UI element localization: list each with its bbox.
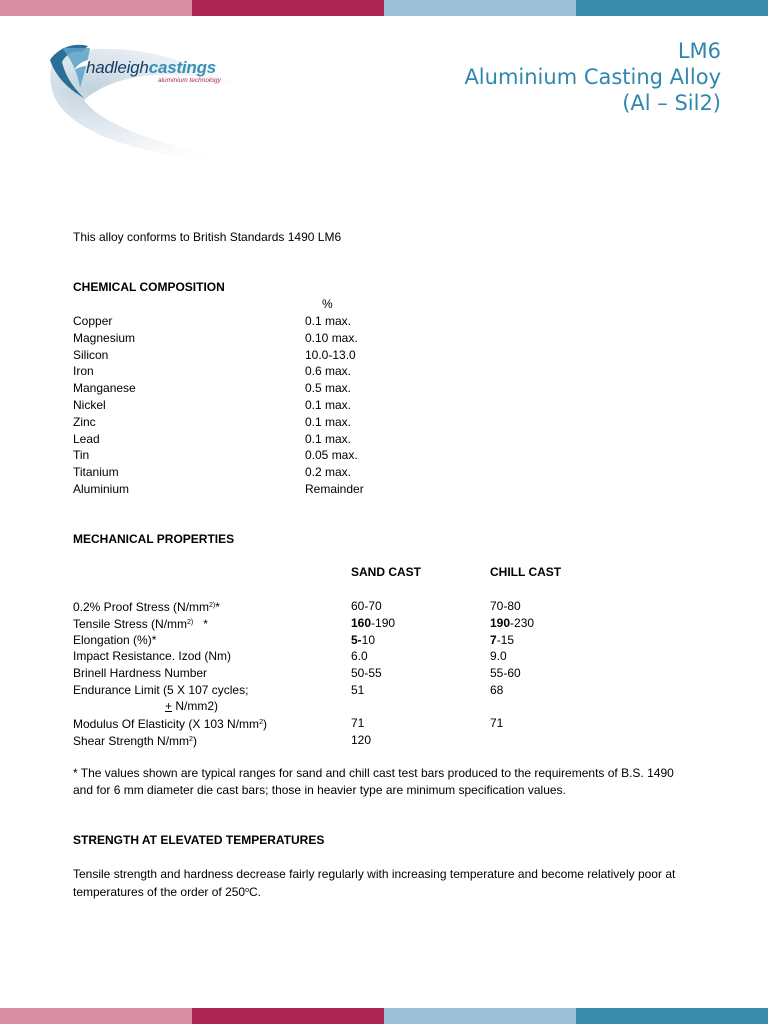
title-line-name: Aluminium Casting Alloy xyxy=(464,65,721,89)
chill-cast-value: 70-80 xyxy=(490,599,521,613)
degree-superscript: o xyxy=(245,886,250,894)
elevated-temperatures-text xyxy=(73,866,693,901)
label-asterisk: * xyxy=(193,617,208,631)
element-percentage: 10.0-13.0 xyxy=(305,347,356,362)
label-close: ) xyxy=(192,734,197,748)
sand-cast-value: 6.0 xyxy=(351,649,368,663)
title-line-grade: LM6 xyxy=(677,39,721,63)
sand-cast-value xyxy=(351,632,375,649)
sand-cast-value: 50-55 xyxy=(351,666,382,680)
intro-statement: This alloy conforms to British Standards 1490 LM6 xyxy=(73,230,342,244)
stripe-segment-blue xyxy=(576,1008,768,1024)
element-percentage: 0.1 max. xyxy=(305,314,352,328)
property-label-impact-resistance: Impact Resistance. Izod (Nm) xyxy=(73,649,232,663)
element-percentage: 0.10 max. xyxy=(305,330,358,345)
label-asterisk: * xyxy=(215,600,220,614)
sand-cast-value: 60-70 xyxy=(351,599,382,613)
element-name: Copper xyxy=(73,314,113,328)
logo-wordmark-castings: castings xyxy=(148,58,217,77)
chemical-composition-heading: CHEMICAL COMPOSITION xyxy=(73,280,225,294)
label-close: ) xyxy=(262,717,267,731)
top-color-stripe xyxy=(0,0,768,16)
element-percentage: 0.6 max. xyxy=(305,364,352,379)
label-superscript: 2) xyxy=(209,602,216,609)
company-logo-graphic xyxy=(44,30,274,170)
element-percentage: 0.1 max. xyxy=(305,414,352,429)
range-rest: 10 xyxy=(361,633,376,647)
range-rest: -230 xyxy=(510,616,535,630)
chill-cast-value xyxy=(490,632,514,649)
min-spec-value: 7 xyxy=(490,633,497,647)
column-header-chill-cast: CHILL CAST xyxy=(490,565,562,579)
sand-cast-value xyxy=(351,615,395,632)
chill-cast-value xyxy=(490,615,534,632)
logo-tagline: aluminium technology xyxy=(158,77,221,84)
plus-minus-sign: + xyxy=(165,699,173,713)
footnote: * The values shown are typical ranges for sand and chill cast test bars produced to the requirements of B.S. 1490 and for 6 mm diameter die cast bars; those in heavier type are minimum specification values. xyxy=(73,766,674,797)
property-label-modulus-of-elasticity xyxy=(73,715,267,733)
stripe-segment-pink xyxy=(0,1008,192,1024)
property-label-endurance-limit: Endurance Limit (5 X 107 cycles; xyxy=(73,683,249,697)
element-name: Lead xyxy=(73,431,100,446)
property-label-elongation: Elongation (%)* xyxy=(73,633,157,647)
document-title xyxy=(464,38,721,116)
element-percentage: 0.1 max. xyxy=(305,398,352,412)
element-percentage: 0.5 max. xyxy=(305,381,352,396)
stripe-segment-blue xyxy=(576,0,768,16)
element-name: Magnesium xyxy=(73,330,136,345)
label-superscript: 2) xyxy=(187,619,194,626)
mechanical-properties-heading: MECHANICAL PROPERTIES xyxy=(73,532,235,546)
range-rest: -190 xyxy=(371,616,396,630)
stripe-segment-crimson xyxy=(192,1008,384,1024)
element-name: Iron xyxy=(73,364,94,379)
element-name: Nickel xyxy=(73,398,106,412)
sand-cast-value: 71 xyxy=(351,716,365,730)
label-text: Modulus Of Elasticity (X 103 N/mm xyxy=(73,717,260,731)
element-name: Silicon xyxy=(73,347,109,362)
sand-cast-value: 120 xyxy=(351,733,372,747)
stripe-segment-pink xyxy=(0,0,192,16)
label-superscript: 2 xyxy=(189,736,193,743)
label-text: Tensile Stress (N/mm xyxy=(73,617,188,631)
element-percentage: 0.1 max. xyxy=(305,431,352,446)
property-label-endurance-limit-unit xyxy=(165,698,218,715)
chill-cast-value: 55-60 xyxy=(490,666,521,680)
element-name: Manganese xyxy=(73,381,136,396)
property-label-shear-strength xyxy=(73,732,197,750)
element-name: Zinc xyxy=(73,414,96,429)
percent-unit-label: % xyxy=(322,297,333,311)
company-logo-wordmark xyxy=(86,58,216,78)
bottom-color-stripe xyxy=(0,1008,768,1024)
property-label-proof-stress xyxy=(73,598,220,616)
unit-text: N/mm2) xyxy=(172,699,219,713)
property-label-brinell-hardness: Brinell Hardness Number xyxy=(73,666,208,680)
label-text: 0.2% Proof Stress (N/mm xyxy=(73,600,210,614)
label-text: Shear Strength N/mm xyxy=(73,734,190,748)
logo-wordmark-hadleigh: hadleigh xyxy=(86,58,149,77)
element-name: Aluminium xyxy=(73,482,130,496)
element-name: Titanium xyxy=(73,465,119,480)
min-spec-value: 5- xyxy=(351,633,362,647)
min-spec-value: 190 xyxy=(490,616,511,630)
column-header-sand-cast: SAND CAST xyxy=(351,565,422,579)
sand-cast-value: 51 xyxy=(351,683,365,697)
label-superscript: 2 xyxy=(259,719,263,726)
elevated-temperatures-heading: STRENGTH AT ELEVATED TEMPERATURES xyxy=(73,833,325,847)
stripe-segment-light-blue xyxy=(384,1008,576,1024)
stripe-segment-light-blue xyxy=(384,0,576,16)
chill-cast-value: 71 xyxy=(490,716,504,730)
element-percentage: 0.2 max. xyxy=(305,465,352,480)
title-line-designation: (Al – Sil2) xyxy=(622,91,721,115)
chill-cast-value: 68 xyxy=(490,683,504,697)
element-name: Tin xyxy=(73,448,90,463)
property-label-tensile-stress xyxy=(73,615,208,633)
paragraph-text: Tensile strength and hardness decrease fairly regularly with increasing temperature and become relatively poor at temperatures of the order of 250 xyxy=(73,867,676,899)
min-spec-value: 160 xyxy=(351,616,372,630)
element-percentage: Remainder xyxy=(305,482,364,496)
stripe-segment-crimson xyxy=(192,0,384,16)
chill-cast-value: 9.0 xyxy=(490,649,507,663)
element-percentage: 0.05 max. xyxy=(305,448,358,463)
paragraph-end: C. xyxy=(249,884,262,899)
range-rest: -15 xyxy=(496,633,515,647)
